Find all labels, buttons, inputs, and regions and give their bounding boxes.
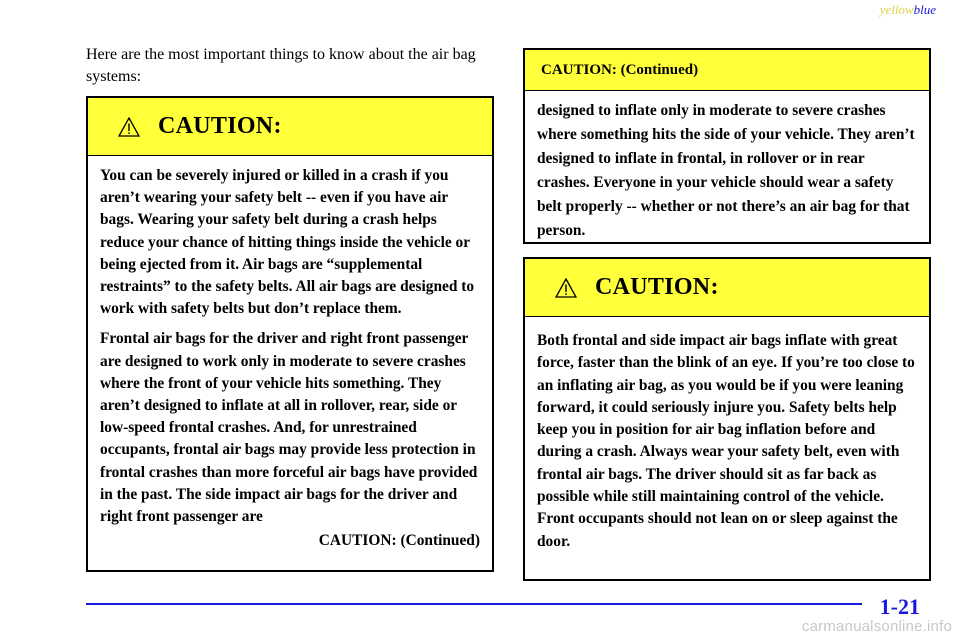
caution-title-left: CAUTION: (158, 113, 282, 139)
warning-triangle-icon (118, 117, 140, 137)
caution-left-paragraph-1: You can be severely injured or killed in a crash if you aren’t wearing your safety belt -- even if you have air bags. Wearing your safety belt during a crash helps reduce your chance of hitting things inside the vehicle or being ejected from it. Air bags are “supplemental restraints” to the safety belts. All air bags are designed to work with safety belts but don’t replace them. (100, 167, 475, 318)
watermark: carmanualsonline.info (801, 618, 952, 635)
caution-title-right: CAUTION: (595, 274, 719, 300)
caution-box-right (523, 257, 931, 581)
caution-box-continued (523, 48, 931, 244)
caution-continued-label: CAUTION: (Continued) (318, 532, 480, 550)
caution-header-right (525, 259, 929, 317)
caution-continued-title: CAUTION: (Continued) (541, 61, 699, 78)
page-color-tag (880, 2, 936, 18)
caution-body-right: Both frontal and side impact air bags inflate with great force, faster than the blink of an eye. If you’re too close to an inflating air bag, as you would be if you were leaning forward, it could seriously injure you. Safety belts help keep you in position for air bag inflation before and during a crash. Always wear your safety belt, even with frontal air bags. The driver should sit as far back as possible while still maintaining control of the vehicle. Front occupants should not lean on or sleep against the door. (537, 332, 915, 550)
footer-rule (86, 603, 862, 605)
caution-body-left (88, 156, 492, 552)
page-number: 1-21 (879, 594, 920, 619)
caution-box-left (86, 96, 494, 572)
caution-continued-body: designed to inflate only in moderate to severe crashes where something hits the side of your vehicle. They aren’t designed to inflate in frontal, in rollover or in rear crashes. Everyone in your vehicle should wear a safety belt properly -- whether or not there’s an air bag for that person. (537, 102, 915, 239)
tag-blue: blue (913, 2, 936, 17)
caution-header-continued (525, 50, 929, 91)
tag-yellow: yellow (879, 2, 914, 17)
caution-header-left (88, 98, 492, 156)
warning-triangle-icon (555, 278, 577, 298)
caution-left-paragraph-2: Frontal air bags for the driver and right front passenger are designed to work only in moderate to severe crashes where the front of your vehicle hits something. They aren’t designed to inflate at all in rollover, rear, side or low-speed frontal crashes. And, for unrestrained occupants, frontal air bags may provide less protection in frontal crashes than more forceful air bags have provided in the past. The side impact air bags for the driver and right front passenger are (100, 330, 478, 526)
intro-paragraph: Here are the most important things to know about the air bag systems: (86, 46, 476, 85)
